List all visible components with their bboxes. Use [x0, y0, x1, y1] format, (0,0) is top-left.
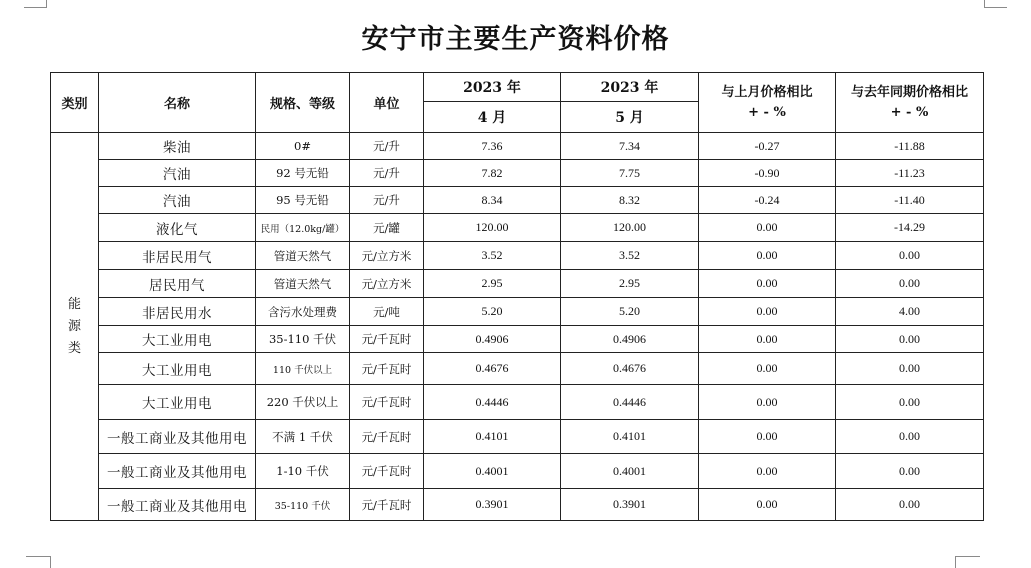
header-category: 类别: [51, 73, 99, 133]
mom-change-cell: 0.00: [699, 489, 836, 521]
spec-cell: 含污水处理费: [256, 298, 350, 326]
table-row: [51, 242, 984, 270]
spec-cell: 管道天然气: [256, 242, 350, 270]
spec-cell: 220 千伏以上: [256, 385, 350, 420]
apr-price-cell: 7.36: [424, 133, 561, 160]
may-price-cell: 120.00: [561, 214, 699, 242]
table-row: [51, 214, 984, 242]
apr-price-cell: 0.4906: [424, 326, 561, 353]
unit-cell: 元/升: [350, 160, 424, 187]
table-row: [51, 298, 984, 326]
unit-cell: 元/升: [350, 187, 424, 214]
page-corner-mark: [26, 556, 51, 568]
header-mom: [699, 73, 836, 133]
name-cell: 一般工商业及其他用电: [99, 454, 256, 489]
name-cell: 一般工商业及其他用电: [99, 489, 256, 521]
spec-cell: 0#: [256, 133, 350, 160]
mom-change-cell: 0.00: [699, 420, 836, 454]
mom-change-cell: 0.00: [699, 242, 836, 270]
header-unit: 单位: [350, 73, 424, 133]
name-cell: 非居民用气: [99, 242, 256, 270]
mom-change-cell: 0.00: [699, 214, 836, 242]
apr-price-cell: 0.3901: [424, 489, 561, 521]
unit-cell: 元/千瓦时: [350, 385, 424, 420]
name-cell: 柴油: [99, 133, 256, 160]
may-price-cell: 0.4101: [561, 420, 699, 454]
spec-cell: 管道天然气: [256, 270, 350, 298]
may-price-cell: 2.95: [561, 270, 699, 298]
apr-price-cell: 5.20: [424, 298, 561, 326]
header-mom-unit: + - %: [748, 104, 786, 120]
table-row: [51, 385, 984, 420]
price-table: [50, 72, 984, 521]
table-row: [51, 353, 984, 385]
may-price-cell: 0.4906: [561, 326, 699, 353]
unit-cell: 元/升: [350, 133, 424, 160]
yoy-change-cell: -11.40: [836, 187, 984, 214]
yoy-change-cell: 0.00: [836, 270, 984, 298]
page-corner-mark: [24, 0, 47, 8]
mom-change-cell: 0.00: [699, 385, 836, 420]
header-mom-label: 与上月价格相比: [721, 84, 813, 100]
apr-price-cell: 120.00: [424, 214, 561, 242]
may-price-cell: 0.4676: [561, 353, 699, 385]
name-cell: 居民用气: [99, 270, 256, 298]
table-row: [51, 160, 984, 187]
name-cell: 液化气: [99, 214, 256, 242]
apr-price-cell: 0.4676: [424, 353, 561, 385]
category-char: 源: [67, 318, 81, 334]
unit-cell: 元/吨: [350, 298, 424, 326]
yoy-change-cell: -11.23: [836, 160, 984, 187]
mom-change-cell: -0.24: [699, 187, 836, 214]
yoy-change-cell: -11.88: [836, 133, 984, 160]
unit-cell: 元/立方米: [350, 242, 424, 270]
category-char: 能: [67, 296, 81, 312]
unit-cell: 元/千瓦时: [350, 420, 424, 454]
may-price-cell: 0.4001: [561, 454, 699, 489]
apr-price-cell: 0.4101: [424, 420, 561, 454]
apr-price-cell: 8.34: [424, 187, 561, 214]
unit-cell: 元/立方米: [350, 270, 424, 298]
name-cell: 汽油: [99, 160, 256, 187]
header-spec: 规格、等级: [256, 73, 350, 133]
spec-cell: 民用（12.0kg/罐）: [256, 214, 350, 242]
spec-cell: 95 号无铅: [256, 187, 350, 214]
apr-price-cell: 0.4001: [424, 454, 561, 489]
spec-cell: 92 号无铅: [256, 160, 350, 187]
spec-cell: 35-110 千伏: [256, 489, 350, 521]
header-cur-month: 5 月: [561, 102, 699, 133]
mom-change-cell: 0.00: [699, 298, 836, 326]
apr-price-cell: 2.95: [424, 270, 561, 298]
apr-price-cell: 3.52: [424, 242, 561, 270]
spec-cell: 35-110 千伏: [256, 326, 350, 353]
table-row: [51, 187, 984, 214]
mom-change-cell: 0.00: [699, 353, 836, 385]
table-row: [51, 133, 984, 160]
spec-cell: 1-10 千伏: [256, 454, 350, 489]
page-corner-mark: [955, 556, 980, 568]
page-title: 安宁市主要生产资料价格: [361, 24, 670, 55]
name-cell: 一般工商业及其他用电: [99, 420, 256, 454]
yoy-change-cell: 0.00: [836, 420, 984, 454]
page-corner-mark: [984, 0, 1007, 8]
table-row: [51, 489, 984, 521]
header-cur-year: 2023 年: [561, 73, 699, 102]
yoy-change-cell: 0.00: [836, 326, 984, 353]
unit-cell: 元/千瓦时: [350, 326, 424, 353]
unit-cell: 元/千瓦时: [350, 489, 424, 521]
mom-change-cell: 0.00: [699, 270, 836, 298]
table-row: [51, 326, 984, 353]
unit-cell: 元/千瓦时: [350, 353, 424, 385]
header-yoy-unit: + - %: [890, 104, 929, 120]
may-price-cell: 0.4446: [561, 385, 699, 420]
may-price-cell: 8.32: [561, 187, 699, 214]
yoy-change-cell: -14.29: [836, 214, 984, 242]
may-price-cell: 5.20: [561, 298, 699, 326]
name-cell: 大工业用电: [99, 385, 256, 420]
apr-price-cell: 7.82: [424, 160, 561, 187]
may-price-cell: 3.52: [561, 242, 699, 270]
may-price-cell: 7.75: [561, 160, 699, 187]
yoy-change-cell: 0.00: [836, 454, 984, 489]
apr-price-cell: 0.4446: [424, 385, 561, 420]
name-cell: 大工业用电: [99, 353, 256, 385]
yoy-change-cell: 4.00: [836, 298, 984, 326]
category-cell: [51, 133, 99, 521]
table-row: [51, 420, 984, 454]
category-char: 类: [67, 340, 81, 356]
mom-change-cell: -0.27: [699, 133, 836, 160]
unit-cell: 元/罐: [350, 214, 424, 242]
may-price-cell: 7.34: [561, 133, 699, 160]
name-cell: 大工业用电: [99, 326, 256, 353]
mom-change-cell: -0.90: [699, 160, 836, 187]
spec-cell: 110 千伏以上: [256, 353, 350, 385]
yoy-change-cell: 0.00: [836, 489, 984, 521]
header-yoy: [836, 73, 984, 133]
may-price-cell: 0.3901: [561, 489, 699, 521]
table-row: [51, 270, 984, 298]
spec-cell: 不满 1 千伏: [256, 420, 350, 454]
yoy-change-cell: 0.00: [836, 385, 984, 420]
mom-change-cell: 0.00: [699, 454, 836, 489]
header-prev-year: 2023 年: [424, 73, 561, 102]
header-name: 名称: [99, 73, 256, 133]
yoy-change-cell: 0.00: [836, 353, 984, 385]
name-cell: 汽油: [99, 187, 256, 214]
header-yoy-label: 与去年同期价格相比: [850, 84, 968, 100]
header-prev-month: 4 月: [424, 102, 561, 133]
name-cell: 非居民用水: [99, 298, 256, 326]
unit-cell: 元/千瓦时: [350, 454, 424, 489]
table-row: [51, 454, 984, 489]
mom-change-cell: 0.00: [699, 326, 836, 353]
yoy-change-cell: 0.00: [836, 242, 984, 270]
